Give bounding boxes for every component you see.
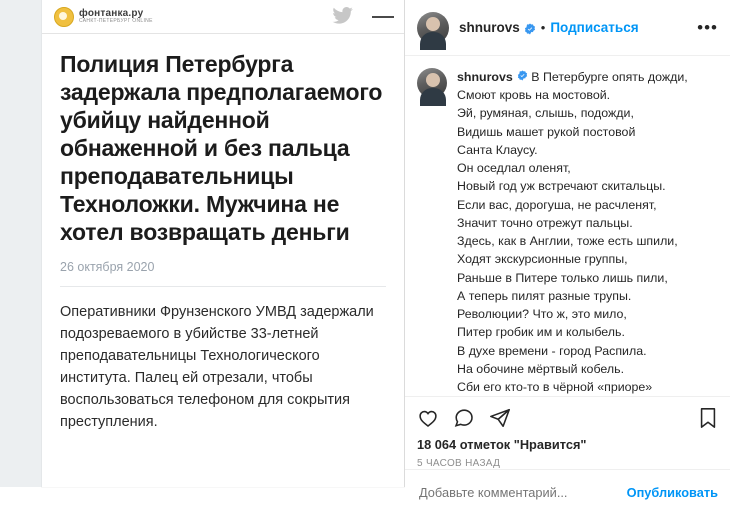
post-header (405, 0, 730, 56)
header-separator: • (540, 20, 546, 35)
caption-line: Новый год уж встречают скитальцы. (457, 179, 666, 194)
caption-line: Санта Клаусу. (457, 142, 538, 157)
caption-line: Революции? Что ж, это мило, (457, 307, 627, 322)
hamburger-menu-icon[interactable] (372, 16, 394, 18)
caption-text-block (457, 68, 688, 396)
caption-line: Ходят экскурсионные группы, (457, 252, 628, 267)
site-seal-icon (54, 7, 74, 27)
more-options-icon[interactable]: ••• (697, 18, 718, 37)
caption-line: Видишь машет рукой постовой (457, 124, 636, 139)
instagram-post-panel (404, 0, 730, 501)
page-title: Полиция Петербурга задержала предполагаемого убийцу найденной обнаженной и без пальца преподавательницы Техноложки. Мужчина не хотел возвращать деньги (60, 51, 383, 246)
twitter-bird-icon[interactable] (332, 7, 354, 28)
article-card (42, 0, 404, 487)
caption-line: Он оседлал оленят, (457, 161, 571, 176)
share-paper-plane-icon[interactable] (489, 407, 511, 434)
site-name: фонтанка.ру (79, 7, 144, 19)
post-username[interactable]: shnurovs (459, 20, 520, 35)
caption-line: На обочине мёртвый кобель. (457, 361, 625, 376)
bookmark-icon[interactable] (698, 407, 718, 434)
site-logo[interactable] (54, 7, 153, 27)
verified-badge-icon (524, 22, 536, 34)
comment-bar (405, 469, 730, 515)
caption-line: Эй, румяная, слышь, подожди, (457, 106, 634, 121)
site-header-actions (332, 0, 394, 34)
avatar[interactable] (417, 12, 449, 44)
caption-line: Здесь, как в Англии, тоже есть шпили, (457, 234, 678, 249)
caption-line: В духе времени - город Распила. (457, 343, 647, 358)
article-date: 26 октября 2020 (60, 260, 155, 275)
caption-row (417, 68, 718, 396)
article-body: Оперативники Фрунзенского УМВД задержали подозреваемого в убийстве 33-летней преподавательницы Технологического института. Палец ей отрезали, чтобы воспользоваться телефоном для сокрытия преступления. (60, 304, 374, 431)
follow-button[interactable]: Подписаться (550, 20, 639, 35)
post-caption-area (405, 56, 730, 396)
avatar[interactable] (417, 68, 447, 98)
caption-username[interactable]: shnurovs (457, 70, 513, 84)
caption-line: Значит точно отрежут пальцы. (457, 215, 633, 230)
caption-line: Раньше в Питере только лишь пили, (457, 270, 668, 285)
comment-bubble-icon[interactable] (453, 407, 475, 434)
post-timestamp: 5 ЧАСОВ НАЗАД (417, 458, 501, 470)
verified-badge-icon (517, 70, 528, 84)
heart-icon[interactable] (417, 407, 439, 434)
caption-line: Питер гробик им и колыбель. (457, 325, 625, 340)
caption-line: Если вас, дорогуша, не расчленят, (457, 197, 657, 212)
caption-line: В Петербурге опять дожди, (531, 70, 688, 84)
divider (60, 286, 386, 287)
comment-input[interactable] (417, 484, 627, 501)
caption-line: Сби его кто-то в чёрной «приоре» (457, 379, 653, 394)
site-header-bar (42, 0, 404, 34)
post-actions (405, 396, 730, 469)
caption-line: А теперь пилят разные трупы. (457, 288, 632, 303)
publish-comment-button[interactable]: Опубликовать (626, 485, 718, 501)
action-icon-row (417, 405, 718, 435)
site-tagline: САНКТ-ПЕТЕРБУРГ ONLINE (79, 18, 153, 25)
caption-line: Смоют кровь на мостовой. (457, 88, 611, 103)
like-count: 18 064 отметок "Нравится" (417, 437, 587, 453)
